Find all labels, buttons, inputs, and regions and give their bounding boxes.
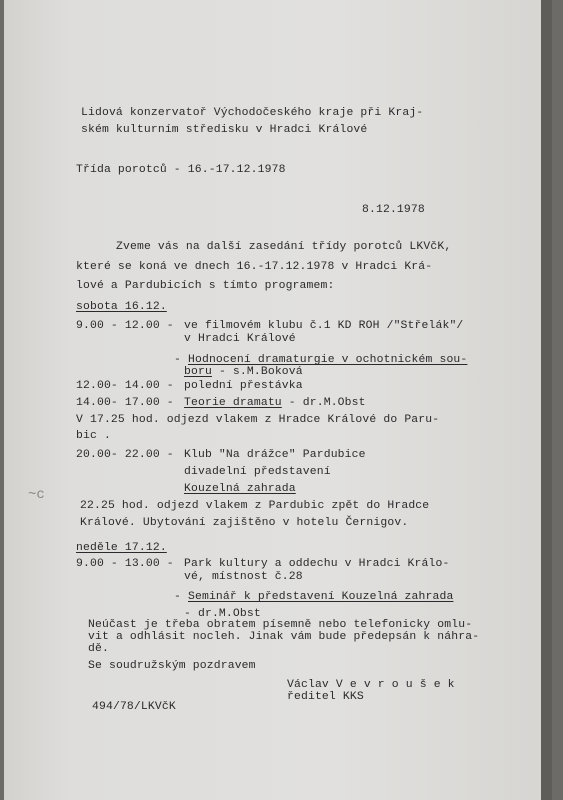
sat-r2-line-b [184,366,303,378]
notice-line-1: Neúčast je třeba obratem písemně nebo telefonicky omlu- [88,619,473,631]
sat-r1-time: 9.00 - 12.00 - [76,320,174,332]
reference-number: 494/78/LKVčK [92,701,176,713]
intro-line-3: lové a Pardubicích s tímto programem: [76,280,335,292]
paper-mark: ~c [28,487,45,503]
subject-line: Třída porotců - 16.-17.12.1978 [76,164,286,176]
signatory-name: Václav V e v r o u š e k [287,679,455,691]
sun-r3-lecturer: - dr.M.Obst [184,608,261,620]
sat-r1-text-b: v Hradci Králové [184,333,296,345]
sun-r2-line [174,591,453,603]
sat-return-a: 22.25 hod. odjezd vlakem z Pardubic zpět do Hradce [80,500,430,512]
sat-r2-title-a: Hodnocení dramaturgie v ochotnickém sou- [187,354,468,366]
saturday-heading: sobota 16.12. [76,301,167,313]
sat-r2-dash: - [174,354,188,366]
document-page [4,0,552,800]
letter-date: 8.12.1978 [362,204,425,216]
sat-return-b: Králové. Ubytování zajištěno v hotelu Černigov. [80,517,409,529]
notice-line-3: dě. [88,643,109,655]
closing-greeting: Se soudružským pozdravem [88,660,256,672]
intro-line-1: Zveme vás na další zasedání třídy porotců LKVčK, [116,241,452,253]
header-line-1: Lidová konzervatoř Východočeského kraje při Kraj- [81,107,424,119]
sat-r4-line [184,397,366,409]
sat-r5-play-title: Kouzelná zahrada [184,483,296,495]
header-line-2: ském kulturním středisku v Hradci Králové [81,124,368,136]
signatory-title: ředitel KKS [287,691,364,703]
sat-r1-text-a: ve filmovém klubu č.1 KD ROH /"Střelák"/ [184,320,464,332]
sat-r5-text-b: divadelní představení [184,466,331,478]
page-edge-shadow [541,0,552,800]
sat-departure-a: V 17.25 hod. odjezd vlakem z Hradce Králové do Paru- [76,414,440,426]
sat-r5-time: 20.00- 22.00 - [76,449,174,461]
sat-r2-lecturer: - s.M.Boková [211,366,303,378]
notice-line-2: vit a odhlásit nocleh. Jinak vám bude předepsán k náhra- [88,631,480,643]
sunday-heading: neděle 17.12. [76,542,167,554]
sat-r5-text-a: Klub "Na drážce" Pardubice [184,449,366,461]
sat-r2-title-b: boru [184,366,212,378]
sun-r2-dash: - [174,591,188,603]
sun-r1-text-b: vé, místnost č.28 [184,571,303,583]
sat-r4-lecturer: - dr.M.Obst [281,397,366,409]
sat-r2-line-a [174,354,467,366]
sun-r1-time: 9.00 - 13.00 - [76,558,174,570]
sun-r2-title: Seminář k představení Kouzelná zahrada [187,591,454,603]
sat-r4-title: Teorie dramatu [184,397,282,409]
intro-line-2: které se koná ve dnech 16.-17.12.1978 v Hradci Krá- [76,261,433,273]
sun-r1-text-a: Park kultury a oddechu v Hradci Králo- [184,558,450,570]
sat-r4-time: 14.00- 17.00 - [76,397,174,409]
sat-r3-time: 12.00- 14.00 - [76,380,174,392]
sat-r3-text: polední přestávka [184,380,303,392]
sat-departure-b: bic . [76,430,111,442]
